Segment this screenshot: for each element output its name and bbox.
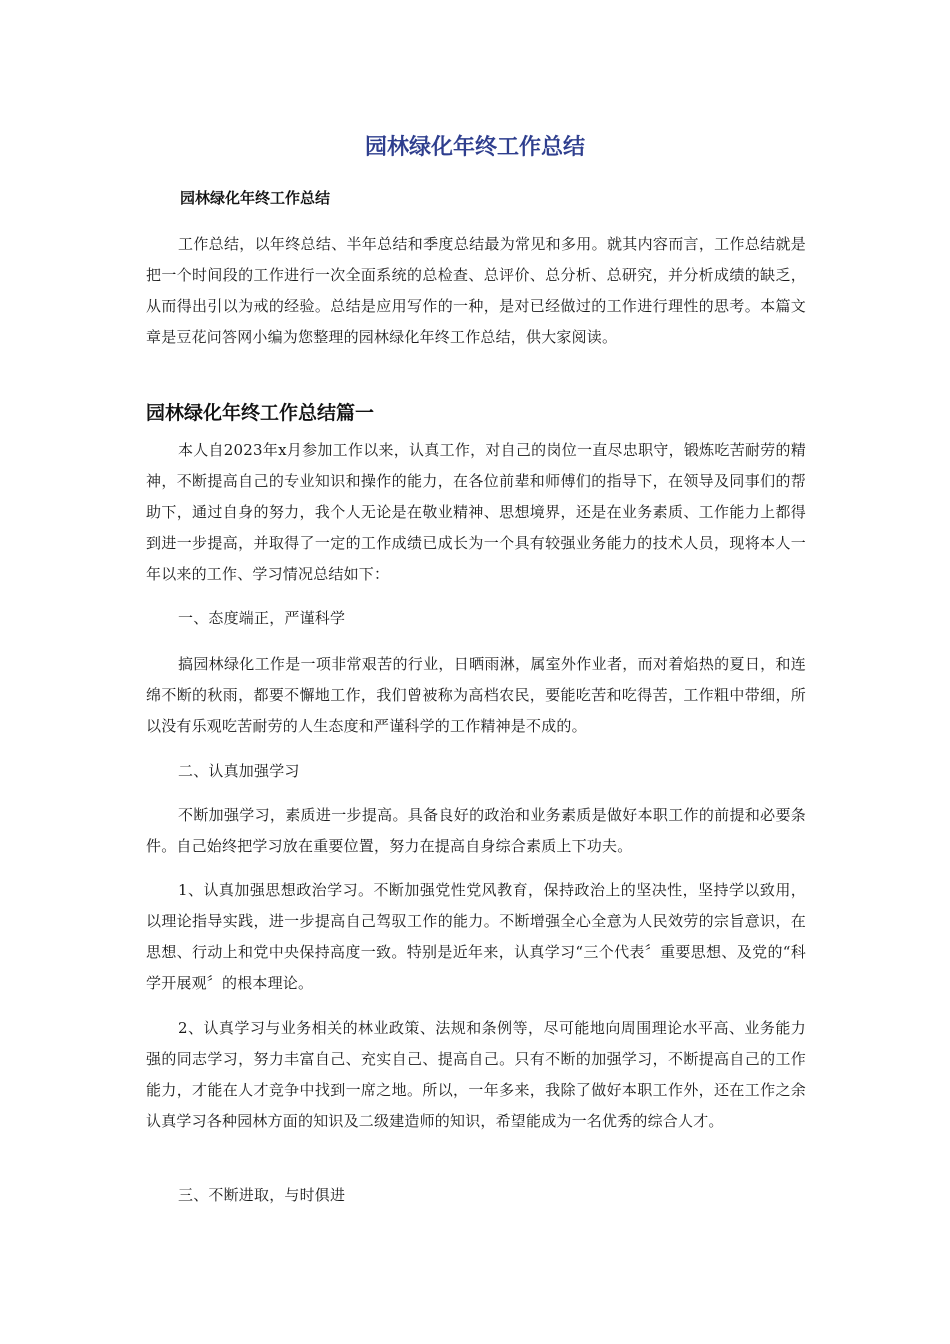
body-paragraph: 2、认真学习与业务相关的林业政策、法规和条例等，尽可能地向周围理论水平高、业务能力强的同志学习，努力丰富自己、充实自己、提高自己。只有不断的加强学习，不断提高自己的工作能力，才能在人才竞争中找到一席之地。所以，一年多来，我除了做好本职工作外，还在工作之余认真学习各种园林方面的知识及二级建造师的知识，希望能成为一名优秀的综合人才。 xyxy=(146,1019,806,1130)
document-title: 园林绿化年终工作总结 xyxy=(364,135,585,160)
body-paragraph: 搞园林绿化工作是一项非常艰苦的行业，日晒雨淋，属室外作业者，而对着焰热的夏日，和连绵不断的秋雨，都要不懈地工作，我们曾被称为高档农民，要能吃苦和吃得苦，工作粗中带细，所以没有乐观吃苦耐劳的人生态度和严谨科学的工作精神是不成的。 xyxy=(146,655,806,735)
body-paragraph: 不断加强学习，素质进一步提高。具备良好的政治和业务素质是做好本职工作的前提和必要条件。自己始终把学习放在重要位置，努力在提高自身综合素质上下功夫。 xyxy=(146,806,806,855)
section-heading: 园林绿化年终工作总结篇一 xyxy=(146,402,375,424)
section-subheading: 一、态度端正，严谨科学 xyxy=(178,609,346,627)
body-paragraph: 本人自2023年x月参加工作以来，认真工作，对自己的岗位一直尽忠职守，锻炼吃苦耐劳的精神，不断提高自己的专业知识和操作的能力，在各位前辈和师傅们的指导下，在领导及同事们的帮助下，通过自身的努力，我个人无论是在敬业精神、思想境界，还是在业务素质、工作能力上都得到进一步提高，并取得了一定的工作成绩已成长为一个具有较强业务能力的技术人员，现将本人一年以来的工作、学习情况总结如下： xyxy=(146,441,806,583)
body-paragraph: 1、认真加强思想政治学习。不断加强党性党风教育，保持政治上的坚决性，坚持学以致用，以理论指导实践，进一步提高自己驾驭工作的能力。不断增强全心全意为人民效劳的宗旨意识，在思想、行动上和党中央保持高度一致。特别是近年来，认真学习“三个代表〞重要思想、及党的“科学开展观〞的根本理论。 xyxy=(146,881,806,992)
section-subheading: 二、认真加强学习 xyxy=(178,762,300,780)
document-subtitle: 园林绿化年终工作总结 xyxy=(180,189,331,207)
intro-paragraph: 工作总结，以年终总结、半年总结和季度总结最为常见和多用。就其内容而言，工作总结就是把一个时间段的工作进行一次全面系统的总检查、总评价、总分析、总研究，并分析成绩的缺乏，从而得出引以为戒的经验。总结是应用写作的一种，是对已经做过的工作进行理性的思考。本篇文章是豆花问答网小编为您整理的园林绿化年终工作总结，供大家阅读。 xyxy=(146,235,806,346)
section-subheading: 三、不断进取，与时俱进 xyxy=(178,1186,346,1204)
